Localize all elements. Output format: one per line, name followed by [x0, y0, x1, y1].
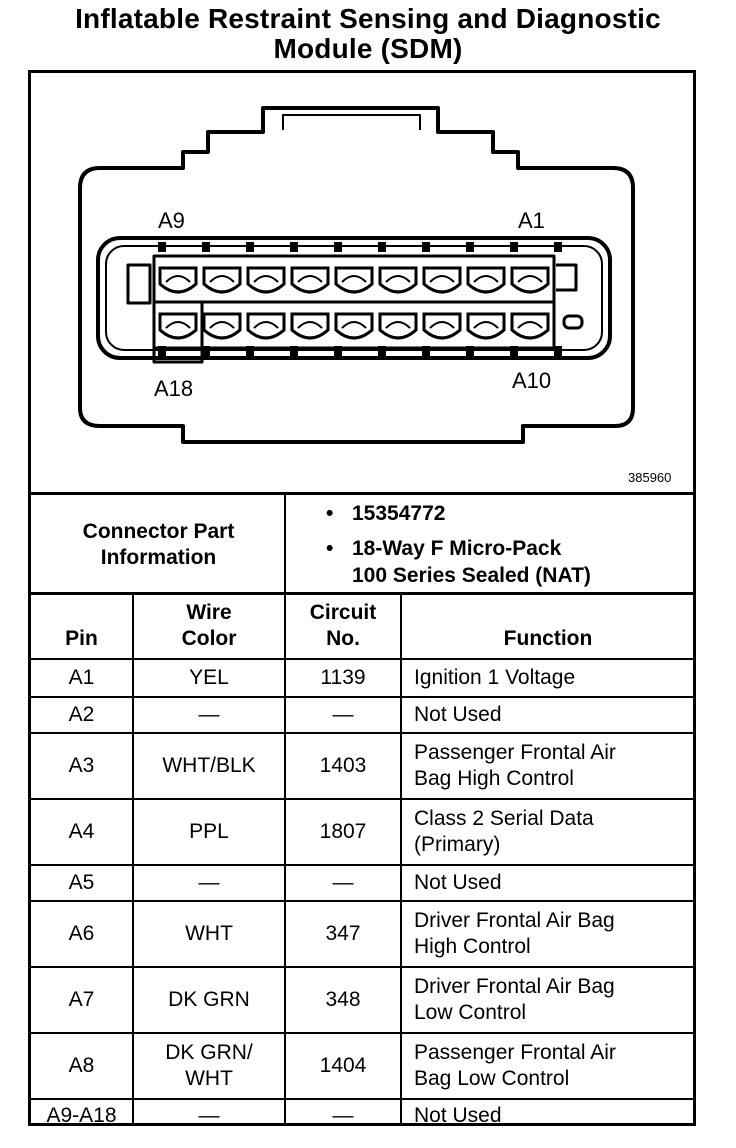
cell-pin: A3: [68, 754, 95, 777]
terminal-contact: [518, 276, 542, 282]
cell-function: Driver Frontal Air Bag High Control: [414, 909, 615, 958]
cell-circuit: 1403: [319, 754, 367, 777]
housing-tooth: [290, 346, 298, 356]
terminal-cavity: [204, 268, 240, 292]
cell-pin: A2: [68, 703, 95, 726]
terminal-cavity: [248, 268, 284, 292]
connector-info-label: [31, 497, 286, 592]
cell-circuit: 347: [325, 922, 361, 945]
housing-tooth: [510, 242, 518, 252]
cell-pin: A7: [68, 988, 95, 1011]
cell-pin: A9-A18: [46, 1104, 117, 1127]
cell-wire-color: —: [198, 871, 220, 894]
housing-tooth: [554, 346, 562, 356]
terminal-cavity: [424, 268, 460, 292]
pin-label-a18: A18: [154, 376, 194, 401]
cell-wire-color: DK GRN: [168, 988, 250, 1011]
housing-tooth: [554, 242, 562, 252]
terminal-cavity: [512, 314, 548, 338]
terminal-cavity: [160, 314, 196, 338]
terminal-contact: [298, 276, 322, 282]
terminal-contact: [386, 322, 410, 328]
housing-tooth: [422, 242, 430, 252]
cell-function: Passenger Frontal Air Bag High Control: [414, 741, 616, 790]
housing-tooth: [246, 242, 254, 252]
terminal-cavity: [336, 314, 372, 338]
terminal-contact: [254, 276, 278, 282]
cell-pin: A1: [68, 666, 95, 689]
header-circuit-no: Circuit No.: [309, 601, 377, 650]
pin-label-a9: A9: [158, 208, 185, 233]
terminal-cavity: [380, 314, 416, 338]
image-id: 385960: [628, 470, 672, 485]
terminal-contact: [342, 322, 366, 328]
terminal-contact: [166, 322, 190, 328]
info-label-line-1: Connector Part: [82, 519, 235, 543]
connector-drawing: [28, 70, 696, 494]
housing-tooth: [290, 242, 298, 252]
header-wire-color: Wire Color: [181, 601, 237, 650]
left-key: [128, 265, 150, 303]
housing-tooth: [158, 242, 166, 252]
cell-wire-color: PPL: [189, 820, 229, 843]
info-label-line-2: Information: [100, 545, 217, 569]
terminal-cavity: [380, 268, 416, 292]
terminal-cavity: [512, 268, 548, 292]
cell-wire-color: DK GRN/ WHT: [165, 1041, 253, 1090]
cell-circuit: 1139: [320, 666, 366, 689]
terminal-cavity: [248, 314, 284, 338]
housing-tooth: [246, 346, 254, 356]
connector-inner: [106, 246, 602, 350]
housing-tooth: [510, 346, 518, 356]
terminal-cavity: [468, 268, 504, 292]
cell-pin: A8: [68, 1054, 95, 1077]
housing-tooth: [334, 242, 342, 252]
terminal-contact: [166, 276, 190, 282]
info-item-connector-type: • 18-Way F Micro-Pack: [326, 537, 562, 560]
terminal-contact: [342, 276, 366, 282]
terminal-cavity: [336, 268, 372, 292]
cell-pin: A5: [68, 871, 95, 894]
pin-label-a1: A1: [518, 208, 545, 233]
terminal-cavity: [292, 268, 328, 292]
cell-pin: A4: [68, 820, 95, 843]
terminal-contact: [298, 322, 322, 328]
cell-function: Ignition 1 Voltage: [414, 666, 576, 689]
divider-info: [28, 592, 696, 595]
connector-info-list: [320, 500, 690, 589]
cell-wire-color: YEL: [189, 666, 229, 689]
housing-tooth: [158, 346, 166, 356]
terminal-cavity: [204, 314, 240, 338]
terminal-contact: [210, 322, 234, 328]
terminal-cavity: [160, 268, 196, 292]
cell-wire-color: WHT/BLK: [162, 754, 256, 777]
cell-circuit: 1404: [319, 1054, 367, 1077]
info-item-part-number: • 15354772: [326, 502, 446, 525]
terminal-contact: [210, 276, 234, 282]
terminal-cavity: [292, 314, 328, 338]
cell-circuit: 1807: [319, 820, 367, 843]
cell-function: Class 2 Serial Data (Primary): [414, 807, 594, 856]
cell-function: Not Used: [414, 703, 502, 726]
info-item-series: 100 Series Sealed (NAT): [352, 564, 591, 587]
cell-function: Passenger Frontal Air Bag Low Control: [414, 1041, 616, 1090]
cell-function: Not Used: [414, 1104, 502, 1127]
housing-tooth: [466, 346, 474, 356]
housing-tooth: [378, 242, 386, 252]
cell-function: Not Used: [414, 871, 502, 894]
cell-circuit: —: [332, 703, 354, 726]
cell-wire-color: —: [198, 1104, 220, 1127]
latch-outline: [283, 115, 420, 130]
terminal-contact: [474, 276, 498, 282]
housing-tooth: [334, 346, 342, 356]
terminal-contact: [430, 322, 454, 328]
terminal-contact: [518, 322, 542, 328]
right-notch: [564, 316, 582, 328]
cell-pin: A6: [68, 922, 95, 945]
housing-tooth: [202, 346, 210, 356]
cell-circuit: —: [332, 871, 354, 894]
housing-tooth: [466, 242, 474, 252]
right-key: [556, 265, 576, 290]
cell-circuit: —: [332, 1104, 354, 1127]
header-pin: Pin: [65, 627, 98, 650]
terminal-cavity: [468, 314, 504, 338]
terminal-cavity: [424, 314, 460, 338]
cell-function: Driver Frontal Air Bag Low Control: [414, 975, 615, 1024]
divider-diagram: [28, 492, 696, 495]
terminal-contact: [386, 276, 410, 282]
terminal-contact: [474, 322, 498, 328]
housing-tooth: [422, 346, 430, 356]
terminal-contact: [430, 276, 454, 282]
pin-label-a10: A10: [512, 368, 552, 393]
cell-circuit: 348: [325, 988, 361, 1011]
page-title: [0, 4, 736, 64]
housing-tooth: [202, 242, 210, 252]
cell-wire-color: —: [198, 703, 220, 726]
header-function: Function: [503, 627, 593, 650]
cell-wire-color: WHT: [185, 922, 233, 945]
terminal-contact: [254, 322, 278, 328]
title-line-1: Inflatable Restraint Sensing and Diagnostic: [75, 3, 661, 34]
connector-diagram: [28, 70, 696, 494]
housing-tooth: [378, 346, 386, 356]
title-line-2: Module (SDM): [273, 33, 463, 64]
